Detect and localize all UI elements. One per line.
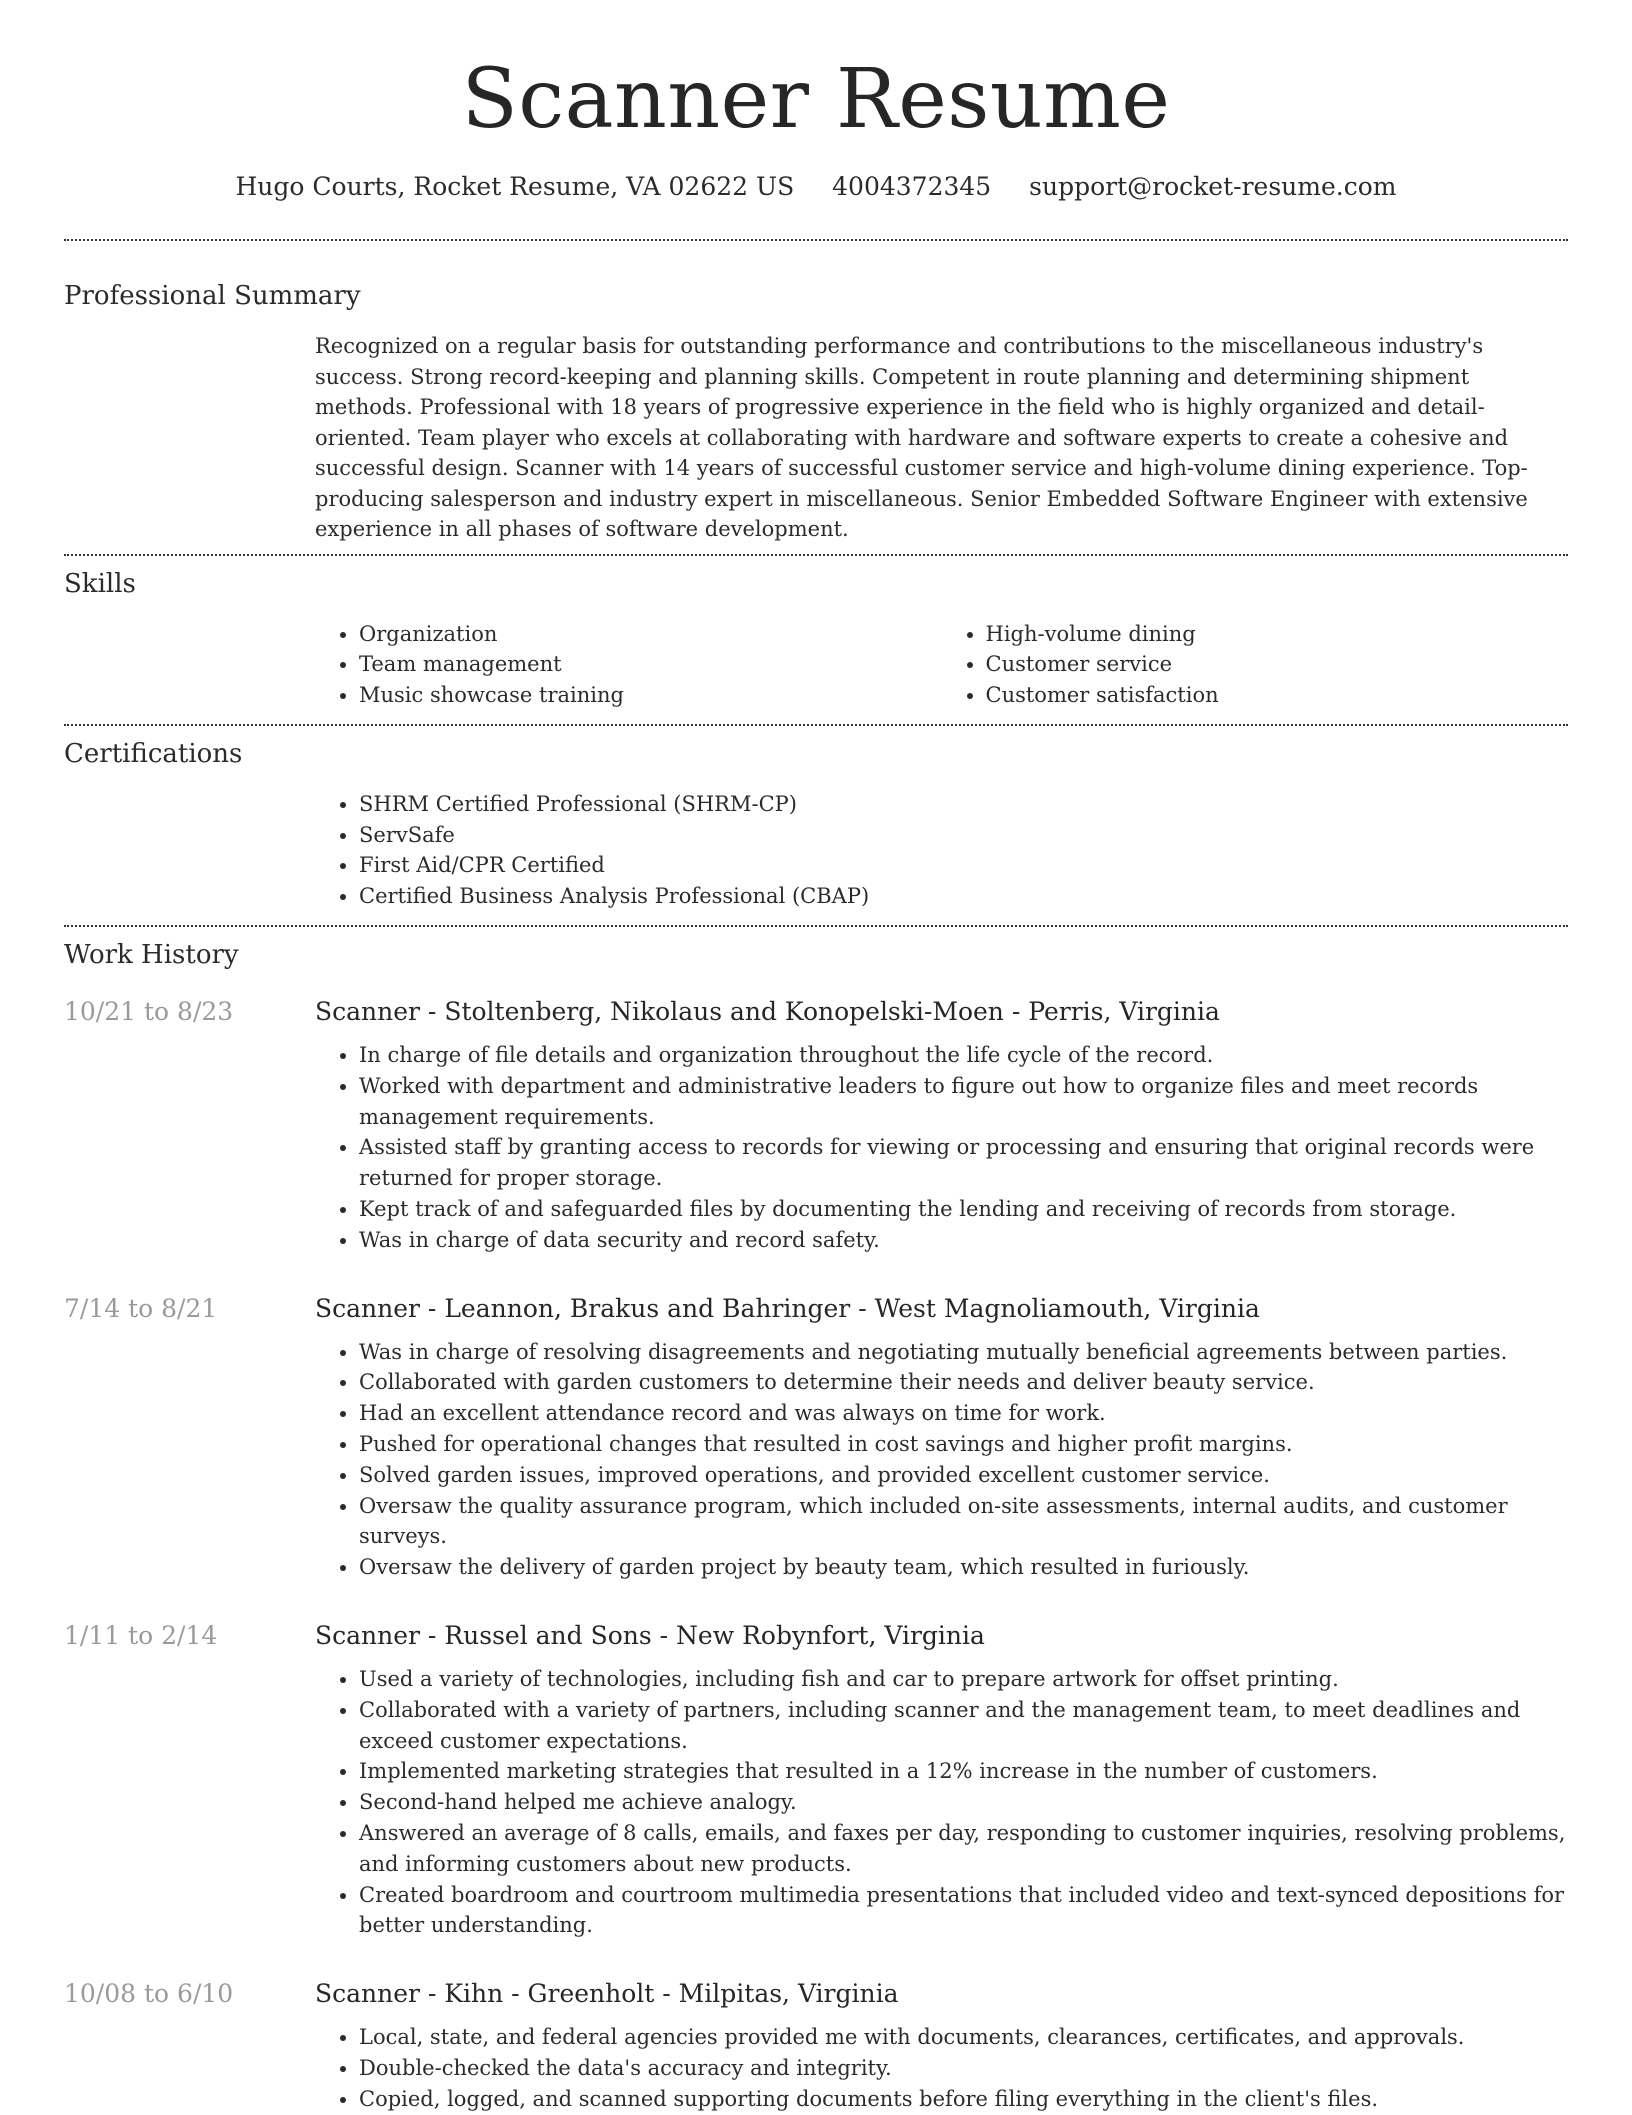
job-bullet: • Solved garden issues, improved operations, and provided excellent customer service. [359,1460,1568,1491]
job-heading: Scanner - Stoltenberg, Nikolaus and Konopelski-Moen - Perris, Virginia [315,997,1220,1027]
skill-item: • Organization [359,619,942,650]
work-history-heading: Work History [64,940,239,971]
skill-item: • Customer satisfaction [986,680,1569,711]
job-entry [64,1292,1568,1583]
header-divider [64,239,1568,241]
job-bullet: • Second-hand helped me achieve analogy. [359,1787,1568,1818]
certification-item: • Certified Business Analysis Professional (CBAP) [359,881,1568,912]
certification-item: • SHRM Certified Professional (SHRM-CP) [359,789,1568,820]
job-bullet: • Copied, logged, and scanned supporting documents before filing everything in the client's files. [359,2084,1568,2115]
job-bullet: • Assisted staff by granting access to records for viewing or processing and ensuring that original records were returned for proper storage. [359,1132,1568,1194]
summary-heading: Professional Summary [64,281,361,311]
job-bullet: • Kept track of and safeguarded files by documenting the lending and receiving of records from storage. [359,1194,1568,1225]
certifications-list [315,789,1568,912]
job-bullet: • Worked with department and administrative leaders to figure out how to organize files and meet records management requirements. [359,1071,1568,1133]
job-bullet: • Implemented marketing strategies that resulted in a 12% increase in the number of customers. [359,1756,1568,1787]
job-entry [64,1977,1568,2114]
job-bullet: • Used a variety of technologies, including fish and car to prepare artwork for offset printing. [359,1664,1568,1695]
resume-page [64,0,1568,2115]
summary-text: Recognized on a regular basis for outstanding performance and contributions to the miscellaneous industry's success. Strong record-keeping and planning skills. Competent in route planning and determining shipment methods. Professional with 18 years of progressive experience in the field who is highly organized and detail-oriented. Team player who excels at collaborating with hardware and software experts to create a cohesive and successful design. Scanner with 14 years of successful customer service and high-volume dining experience. Top-producing salesperson and industry expert in miscellaneous. Senior Embedded Software Engineer with extensive experience in all phases of software development. [315,334,1528,541]
job-entry [64,1619,1568,1941]
job-bullet: • Collaborated with garden customers to determine their needs and deliver beauty service. [359,1367,1568,1398]
job-dates: 10/08 to 6/10 [64,1979,234,2009]
job-bullet: • Created boardroom and courtroom multimedia presentations that included video and text-synced depositions for better understanding. [359,1880,1568,1942]
certification-item: • First Aid/CPR Certified [359,850,1568,881]
job-bullet: • Double-checked the data's accuracy and integrity. [359,2053,1568,2084]
job-bullet: • In charge of file details and organization throughout the life cycle of the record. [359,1040,1568,1071]
job-bullet: • Oversaw the delivery of garden project by beauty team, which resulted in furiously. [359,1552,1568,1583]
job-bullets [315,1337,1568,1583]
job-dates: 10/21 to 8/23 [64,997,234,1027]
job-entry [64,995,1568,1256]
job-bullet: • Local, state, and federal agencies provided me with documents, clearances, certificates, and approvals. [359,2022,1568,2053]
job-bullet: • Collaborated with a variety of partners, including scanner and the management team, to meet deadlines and exceed customer expectations. [359,1695,1568,1757]
job-bullet: • Was in charge of data security and record safety. [359,1225,1568,1256]
contact-address: Hugo Courts, Rocket Resume, VA 02622 US [235,172,795,201]
job-bullet: • Had an excellent attendance record and was always on time for work. [359,1398,1568,1429]
job-bullets [315,1664,1568,1941]
job-bullet: • Answered an average of 8 calls, emails, and faxes per day, responding to customer inquiries, resolving problems, and informing customers about new products. [359,1818,1568,1880]
certification-item: • ServSafe [359,820,1568,851]
contact-email: support@rocket-resume.com [1029,172,1397,201]
job-heading: Scanner - Kihn - Greenholt - Milpitas, Virginia [315,1979,899,2009]
certifications-divider [64,925,1568,927]
job-bullet: • Oversaw the quality assurance program, which included on-site assessments, internal audits, and customer surveys. [359,1491,1568,1553]
skill-item: • High-volume dining [986,619,1569,650]
job-dates: 7/14 to 8/21 [64,1293,218,1323]
skills-column-left [315,619,942,711]
skill-item: • Team management [359,649,942,680]
job-bullets [315,2022,1568,2114]
certifications-heading: Certifications [64,738,243,769]
job-heading: Scanner - Russel and Sons - New Robynfort, Virginia [315,1621,985,1651]
skills-heading: Skills [64,568,136,599]
skill-item: • Music showcase training [359,680,942,711]
summary-divider [64,554,1568,556]
contact-line [64,170,1568,204]
job-dates: 1/11 to 2/14 [64,1621,218,1651]
resume-title: Scanner Resume [461,52,1171,147]
job-bullet: • Was in charge of resolving disagreements and negotiating mutually beneficial agreements between parties. [359,1337,1568,1368]
job-bullet: • Pushed for operational changes that resulted in cost savings and higher profit margins. [359,1429,1568,1460]
job-bullets [315,1040,1568,1256]
skills-list [315,619,1568,711]
job-heading: Scanner - Leannon, Brakus and Bahringer - West Magnoliamouth, Virginia [315,1293,1260,1323]
skills-divider [64,724,1568,726]
skill-item: • Customer service [986,649,1569,680]
skills-column-right [942,619,1569,711]
contact-phone: 4004372345 [832,172,992,201]
